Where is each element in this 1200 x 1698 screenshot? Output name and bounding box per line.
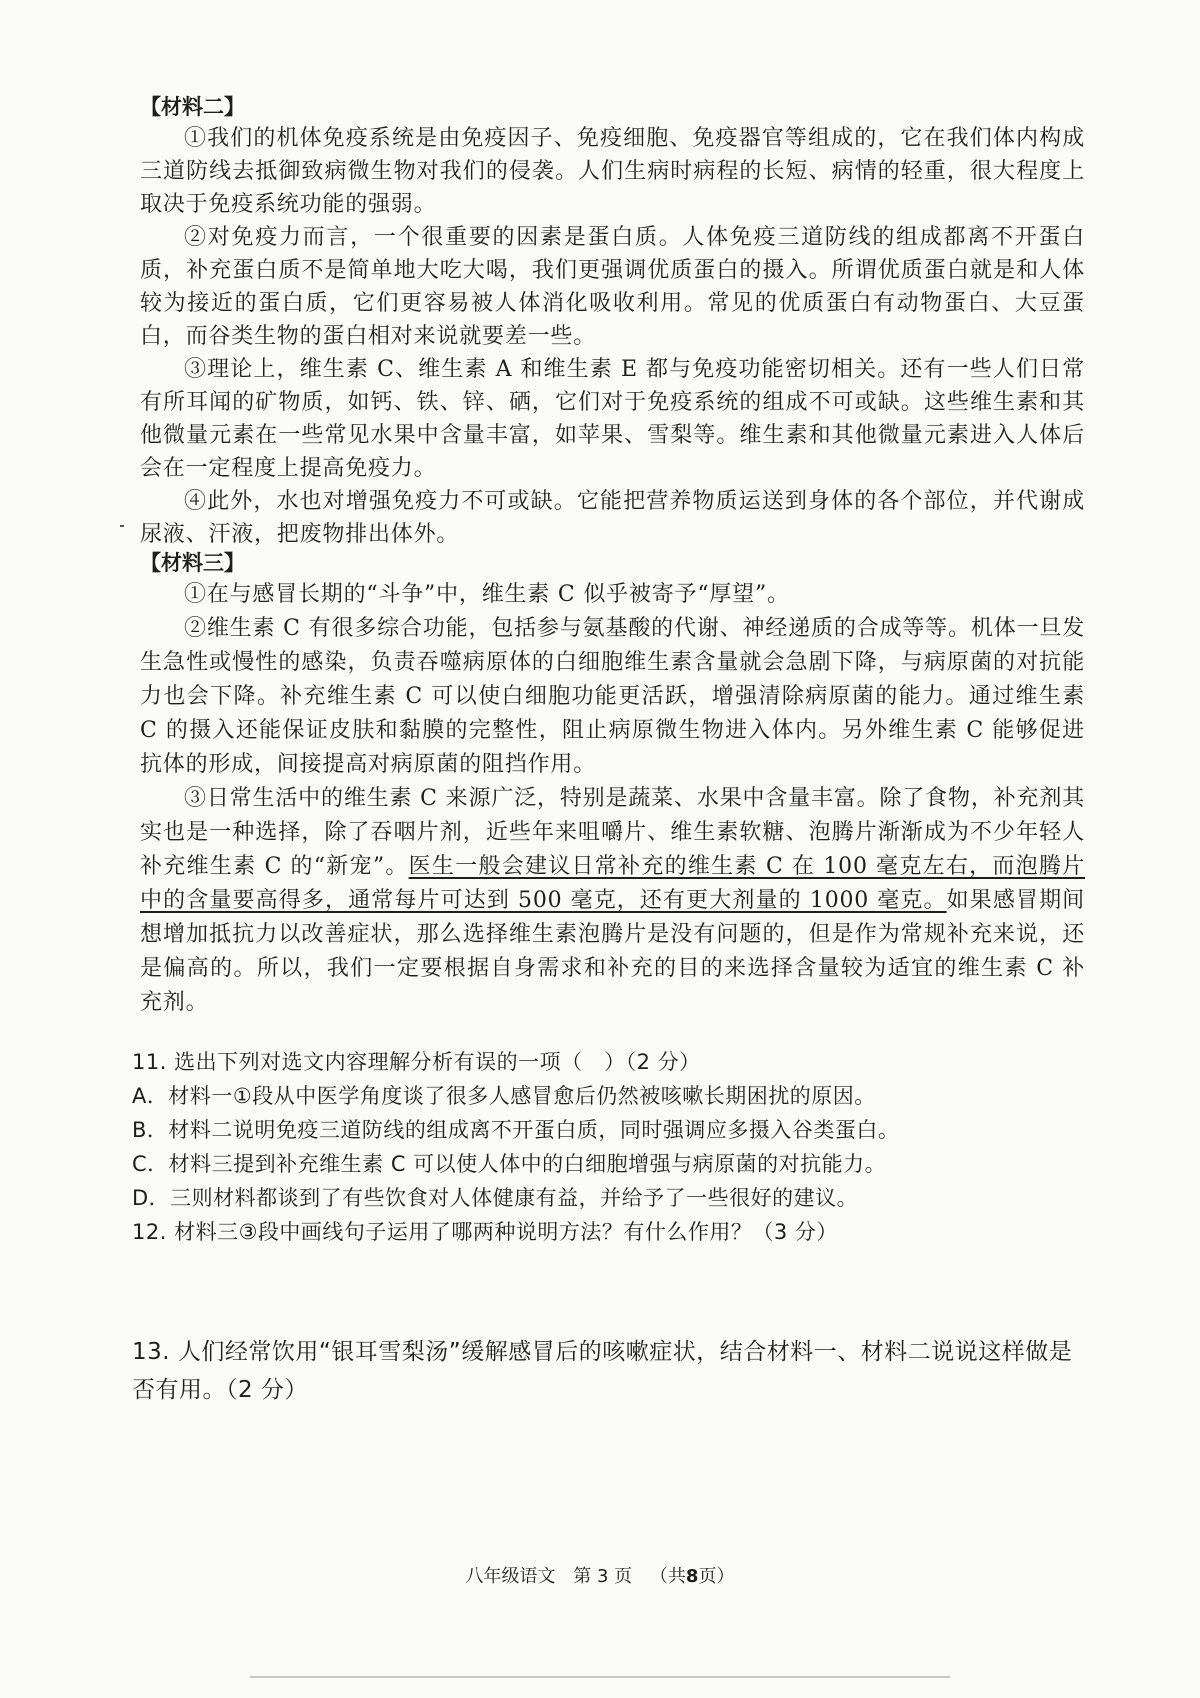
- question-13-section: [132, 1333, 1092, 1409]
- questions-section: [132, 1045, 1092, 1249]
- material-two-section: [140, 92, 1085, 551]
- material-three-section: [140, 548, 1085, 1020]
- footer-page-number: 第 3 页: [573, 1566, 633, 1587]
- footer-subject: 八年级语文: [465, 1566, 556, 1587]
- question-11-option-a: A．材料一①段从中医学角度谈了很多人感冒愈后仍然被咳嗽长期困扰的原因。: [132, 1084, 876, 1108]
- material-two-paragraph-2: ②对免疫力而言，一个很重要的因素是蛋白质。人体免疫三道防线的组成都离不开蛋白质，补充蛋白质不是简单地大吃大喝，我们更强调优质蛋白的摄入。所谓优质蛋白就是和人体较为接近的蛋白质，它们更容易被人体消化吸收利用。常见的优质蛋白有动物蛋白、大豆蛋白，而谷类生物的蛋白相对来说就要差一些。: [140, 225, 1085, 349]
- question-11-option-b: B．材料二说明免疫三道防线的组成离不开蛋白质，同时强调应多摄入谷类蛋白。: [132, 1118, 900, 1142]
- material-two-paragraph-3: ③理论上，维生素 C、维生素 A 和维生素 E 都与免疫功能密切相关。还有一些人们日常有所耳闻的矿物质，如钙、铁、锌、硒，它们对于免疫系统的组成不可或缺。这些维生素和其他微量元素在一些常见水果中含量丰富，如苹果、雪梨等。维生素和其他微量元素进入人体后会在一定程度上提高免疫力。: [140, 357, 1085, 481]
- scan-edge-line: [250, 1676, 950, 1678]
- question-11-option-c: C．材料三提到补充维生素 C 可以使人体中的白细胞增强与病原菌的对抗能力。: [132, 1152, 887, 1176]
- scan-speck: [120, 525, 124, 527]
- footer-total-pages: [650, 1566, 735, 1587]
- question-12: 12. 材料三③段中画线句子运用了哪两种说明方法？有什么作用？（3 分）: [132, 1220, 838, 1244]
- paragraph-3-text-before: ③日常生活中的维生素 C 来源广泛，特别是蔬菜、水果中含量丰富。除了食物，补充剂其实也是一种选择，除了吞咽片剂，近些年来咀嚼片、维生素软糖、泡腾片渐渐成为不少年轻人补充维生素 C 的“新宠”。: [140, 786, 1085, 879]
- page-footer: [0, 1562, 1200, 1588]
- material-three-paragraph-2: ②维生素 C 有很多综合功能，包括参与氨基酸的代谢、神经递质的合成等等。机体一旦发生急性或慢性的感染，负责吞噬病原体的白细胞维生素含量就会急剧下降，与病原菌的对抗能力也会下降。补充维生素 C 可以使白细胞功能更活跃，增强清除病原菌的能力。通过维生素 C 的摄入还能保证皮肤和黏膜的完整性，阻止病原微生物进入体内。另外维生素 C 能够促进抗体的形成，间接提高对病原菌的阻挡作用。: [140, 616, 1085, 777]
- question-13: 13. 人们经常饮用“银耳雪梨汤”缓解感冒后的咳嗽症状，结合材料一、材料二说说这样做是否有用。（2 分）: [132, 1339, 1073, 1403]
- material-three-title: 【材料三】: [140, 551, 245, 575]
- material-three-paragraph-1: ①在与感冒长期的“斗争”中，维生素 C 似乎被寄予“厚望”。: [184, 582, 790, 607]
- footer-total-prefix: （共: [649, 1566, 686, 1587]
- footer-total-number: 8: [685, 1566, 699, 1587]
- question-11-option-d: D．三则材料都谈到了有些饮食对人体健康有益，并给予了一些很好的建议。: [132, 1186, 859, 1210]
- underlined-sentence: 医生一般会建议日常补充的维生素 C 在 100 毫克左右，而泡腾片中的含量要高得多，通常每片可达到 500 毫克，还有更大剂量的 1000 毫克。: [140, 854, 1086, 913]
- footer-total-suffix: 页）: [698, 1566, 735, 1587]
- material-two-paragraph-4: ④此外，水也对增强免疫力不可或缺。它能把营养物质运送到身体的各个部位，并代谢成尿液、汗液，把废物排出体外。: [140, 489, 1085, 547]
- paragraph-3-text-after: 如果感冒期间想增加抵抗力以改善症状，那么选择维生素泡腾片是没有问题的，但是作为常规补充来说，还是偏高的。所以，我们一定要根据自身需求和补充的目的来选择含量较为适宜的维生素 C 补充剂。: [140, 888, 1085, 1015]
- material-two-paragraph-1: ①我们的机体免疫系统是由免疫因子、免疫细胞、免疫器官等组成的，它在我们体内构成三道防线去抵御致病微生物对我们的侵袭。人们生病时病程的长短、病情的轻重，很大程度上取决于免疫系统功能的强弱。: [140, 126, 1085, 217]
- question-11: 11. 选出下列对选文内容理解分析有误的一项（ ）（2 分）: [132, 1050, 701, 1074]
- material-three-paragraph-3: [140, 782, 1085, 1020]
- material-two-title: 【材料二】: [140, 95, 245, 119]
